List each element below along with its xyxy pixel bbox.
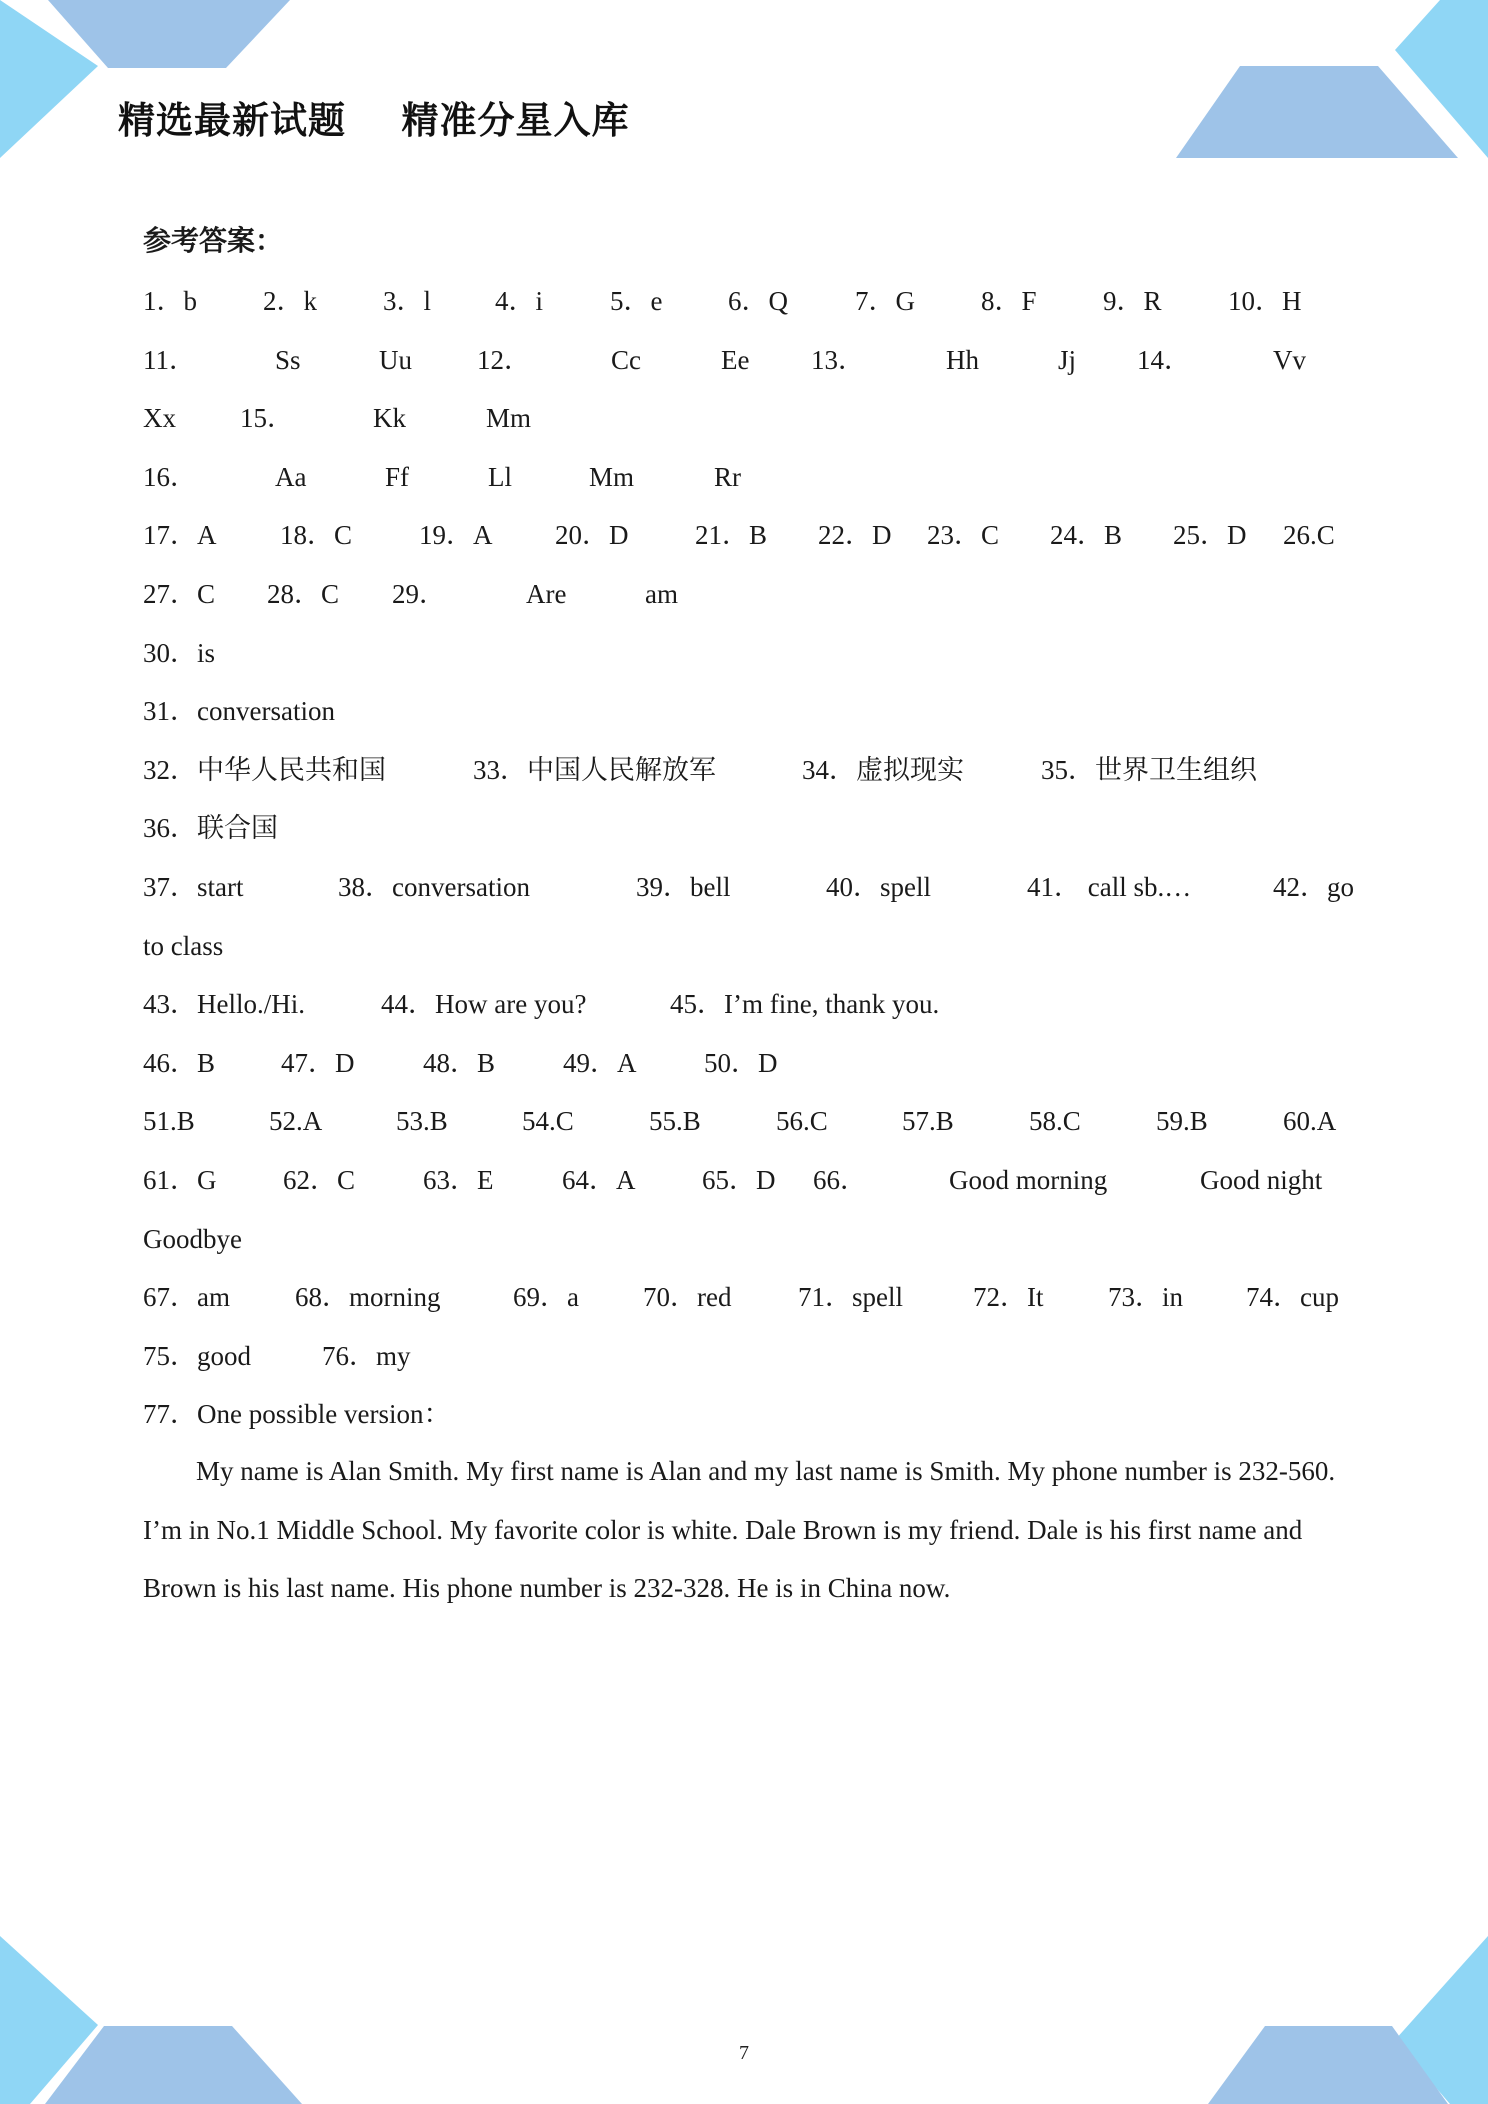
answer-item: 31．conversation [143,696,335,726]
answer-item: Aa [275,462,307,492]
answer-item: 34．虚拟现实 [802,755,964,785]
answer-item: 42．go [1273,872,1354,902]
answer-item: 22．D [818,520,892,550]
answer-item: Jj [1058,345,1077,375]
top-right-triangle [1395,0,1488,158]
answer-item: 30．is [143,638,216,668]
answer-item: 7．G [855,286,915,316]
answer-item: Ll [488,462,512,492]
answer-item: 69．a [513,1282,579,1312]
answer-item: 18．C [280,520,353,550]
answer-item: 54.C [522,1106,574,1136]
answer-item: 56.C [776,1106,828,1136]
answer-item: 48．B [423,1048,496,1078]
answer-item: to class [143,931,224,961]
answer-item: 9．R [1103,286,1162,316]
answer-item: Good night [1200,1165,1323,1195]
top-right-trapezoid [1176,66,1458,158]
answer-item: 17．A [143,520,217,550]
answer-item: Vv [1273,345,1306,375]
answer-item: 44．How are you? [381,989,587,1019]
bottom-right-triangle [1395,1936,1488,2104]
answer-item: 3．l [383,286,432,316]
answer-item: 25．D [1173,520,1247,550]
answer-heading: 参考答案： [143,226,284,257]
top-left-trapezoid [48,0,290,68]
answer-item: 27．C [143,579,216,609]
answer-item: 55.B [649,1106,701,1136]
bottom-left-triangle [0,1936,98,2104]
answer-item: 21．B [695,520,768,550]
answer-item: 77．One possible version： [143,1399,451,1429]
answer-item: 57.B [902,1106,954,1136]
answer-item: 12． [477,345,531,375]
answer-item: Rr [714,462,741,492]
page-number: 7 [739,2042,749,2064]
answer-item: Ss [275,345,301,375]
answer-item: 52.A [269,1106,323,1136]
answer-item: 28．C [267,579,340,609]
answer-item: 59.B [1156,1106,1208,1136]
answer-item: 65．D [702,1165,776,1195]
answer-item: 23．C [927,520,1000,550]
answer-item: 74．cup [1246,1282,1339,1312]
answer-item: 47．D [281,1048,355,1078]
answer-item: 49．A [563,1048,637,1078]
answer-item: 75．good [143,1341,251,1371]
answer-item: Mm [486,403,532,433]
answer-item: 35．世界卫生组织 [1041,755,1257,785]
answer-item: 32．中华人民共和国 [143,755,386,785]
answer-item: 38．conversation [338,872,530,902]
answer-item: 33．中国人民解放军 [473,755,716,785]
answer-item: 40．spell [826,872,931,902]
answer-item: 71．spell [798,1282,903,1312]
answer-item: 36．联合国 [143,813,278,843]
answer-item: 19．A [419,520,493,550]
answer-item: 64．A [562,1165,636,1195]
answer-item: 16． [143,462,197,492]
answer-item: 76．my [322,1341,411,1371]
header-title: 精选最新试题 精准分星入库 [118,99,630,142]
answer-item: 14． [1137,345,1191,375]
answer-item: 13． [811,345,865,375]
answer-item: 45．I’m fine, thank you. [670,989,940,1019]
answer-item: 62．C [283,1165,356,1195]
answer-item: Uu [379,345,412,375]
answer-item: 1．b [143,286,197,316]
answer-item: 68．morning [295,1282,441,1312]
answer-item: 11． [143,345,196,375]
answer-item: Ee [721,345,750,375]
answer-item: 5．e [610,286,663,316]
sample-essay: My name is Alan Smith. My first name is Alan and my last name is Smith. My phone number is 232-560. I’m in No.1 Middle School. My favorite color is white. Dale Brown is my friend. Dale is his first name and Brown is his last name. His phone number is 232-328. He is in China now. [143,1456,1336,1603]
answer-item: Hh [946,345,979,375]
answer-item: 51.B [143,1106,195,1136]
answer-item: Ff [385,462,410,492]
answer-item: Goodbye [143,1224,242,1254]
answer-item: 6．Q [728,286,788,316]
answer-item: 39．bell [636,872,731,902]
answer-item: 70．red [643,1282,732,1312]
answer-item: Good morning [949,1165,1108,1195]
answer-item: 24．B [1050,520,1123,550]
answer-item: 29． [392,579,446,609]
top-left-triangle [0,0,98,158]
answer-item: 72．It [973,1282,1044,1312]
answer-item: 50．D [704,1048,778,1078]
answer-item: Are [526,579,567,609]
answer-item: 73．in [1108,1282,1184,1312]
answer-item: 66． [813,1165,867,1195]
bottom-right-trapezoid [1208,2026,1448,2104]
answer-item: 2．k [263,286,317,316]
answer-item: Kk [373,403,406,433]
bottom-left-trapezoid [45,2026,302,2104]
answer-item: 67．am [143,1282,230,1312]
answer-item: 26.C [1283,520,1335,550]
answer-item: 43．Hello./Hi. [143,989,305,1019]
answer-item: 4．i [495,286,544,316]
answer-item: 61．G [143,1165,217,1195]
answer-item: 58.C [1029,1106,1081,1136]
answer-item: 53.B [396,1106,448,1136]
answer-item: 63．E [423,1165,494,1195]
answer-item: 60.A [1283,1106,1337,1136]
answer-item: Xx [143,403,176,433]
answer-item: 10．H [1228,286,1302,316]
answer-item: 37．start [143,872,244,902]
answer-item: am [645,579,678,609]
answer-item: 41． call sb.… [1027,872,1192,902]
answer-item: 15． [240,403,294,433]
answer-item: Cc [611,345,641,375]
answer-item: 8．F [981,286,1037,316]
answer-item: Mm [589,462,635,492]
answer-item: 46．B [143,1048,216,1078]
answer-item: 20．D [555,520,629,550]
